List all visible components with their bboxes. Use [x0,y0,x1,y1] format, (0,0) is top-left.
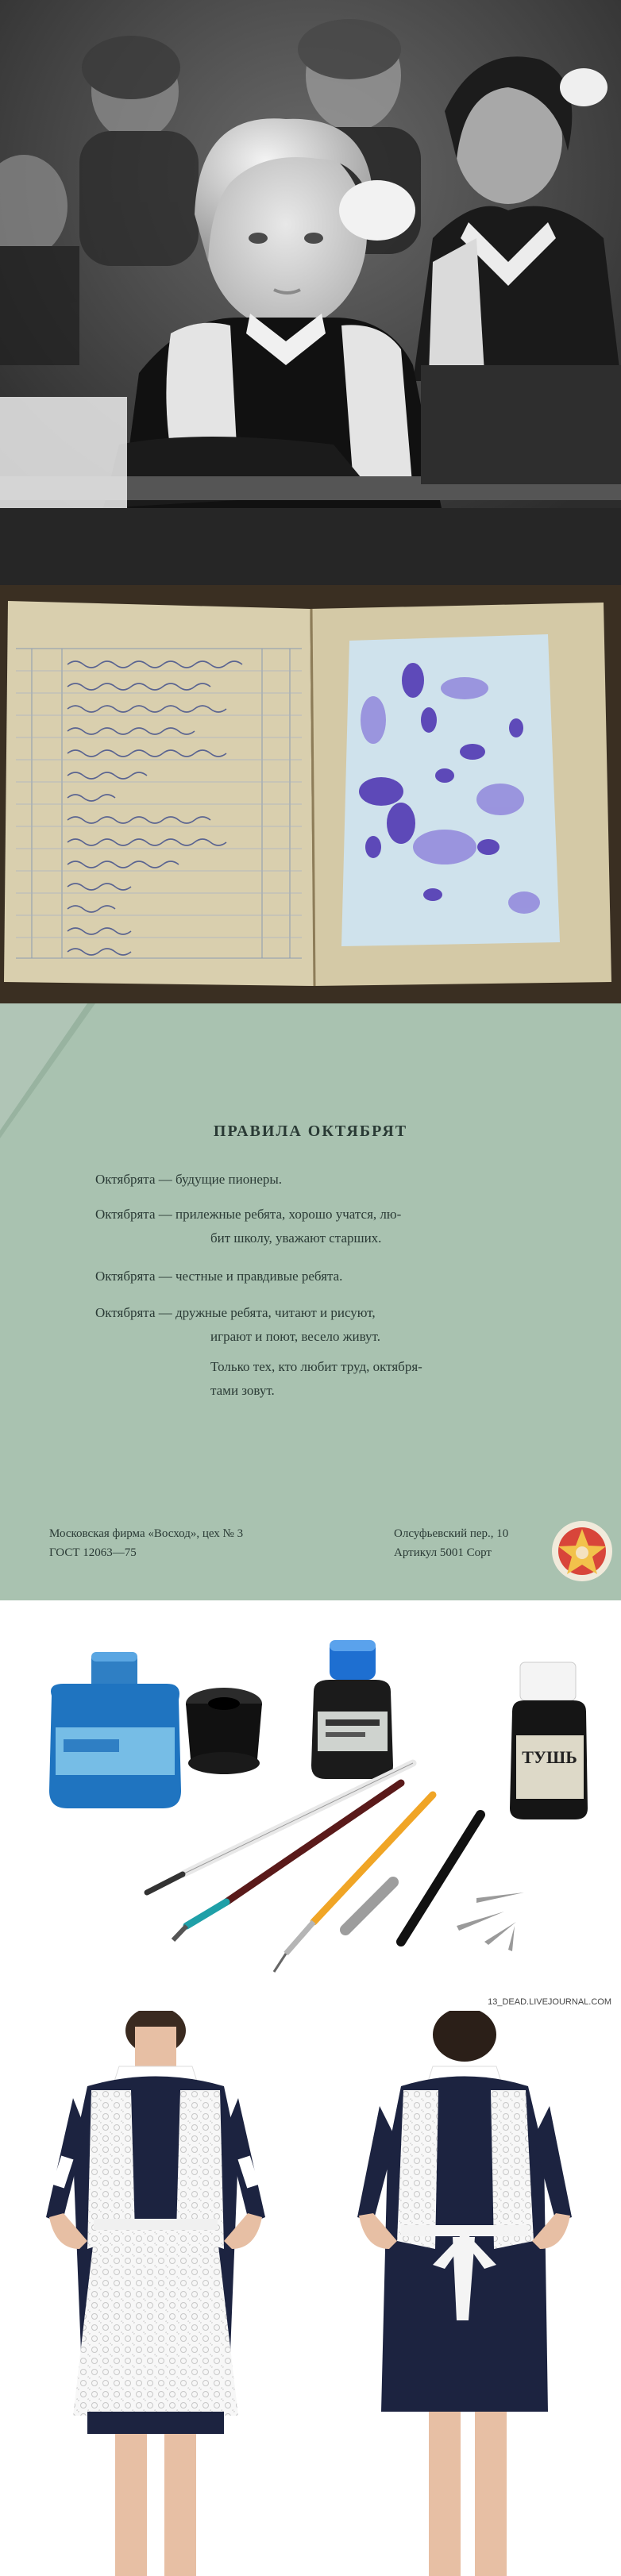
ink-and-pens-drawing [0,1600,621,2011]
rule-line: бит школу, уважают старших. [210,1230,382,1246]
tush-label: ТУШЬ [522,1747,577,1767]
school-uniform-photo [0,2011,621,2576]
uniform-front-view [46,2011,265,2576]
octobrist-badge-icon [552,1521,612,1581]
pen-nibs-icon [457,1893,524,1951]
address-line: Олсуфьевский пер., 10 [394,1527,509,1540]
dip-pen-icon [147,1763,413,1893]
manufacturer-line: Московская фирма «Восход», цех № 3 [49,1527,244,1540]
rule-line: Только тех, кто любит труд, октября- [210,1359,422,1374]
classroom-photo [0,0,621,585]
school-diary-drawing [0,585,621,1003]
classroom-photo-drawing [0,0,621,585]
black-ink-bottle-icon [311,1640,393,1779]
inkwell-icon [186,1688,262,1774]
school-diary-photo [0,585,621,1003]
school-uniform-drawing [0,2011,621,2576]
rule-line: играют и поют, весело живут. [210,1329,380,1344]
rule-line: Октябрята — будущие пионеры. [95,1172,283,1187]
pen-cap-icon [345,1882,393,1930]
notebook-cover-background [0,1003,621,1600]
blue-ink-bottle-icon [49,1652,181,1808]
rule-line: тами зовут. [210,1383,275,1398]
ink-and-pens-photo [0,1600,621,2011]
gost-line: ГОСТ 12063—75 [49,1546,137,1559]
rule-line: Октябрята — прилежные ребята, хорошо учатся, лю- [95,1207,402,1222]
uniform-back-view [357,2011,572,2576]
rule-line: Октябрята — честные и правдивые ребята. [95,1269,343,1284]
tush-ink-bottle-icon [510,1662,588,1819]
source-watermark: 13_DEAD.LIVEJOURNAL.COM [488,1997,611,2007]
notebook-cover-photo [0,1003,621,1600]
rule-line: Октябрята — дружные ребята, читают и рисуют, [95,1305,376,1320]
rules-title: ПРАВИЛА ОКТЯБРЯТ [213,1122,408,1140]
article-line: Артикул 5001 Сорт [394,1546,492,1559]
